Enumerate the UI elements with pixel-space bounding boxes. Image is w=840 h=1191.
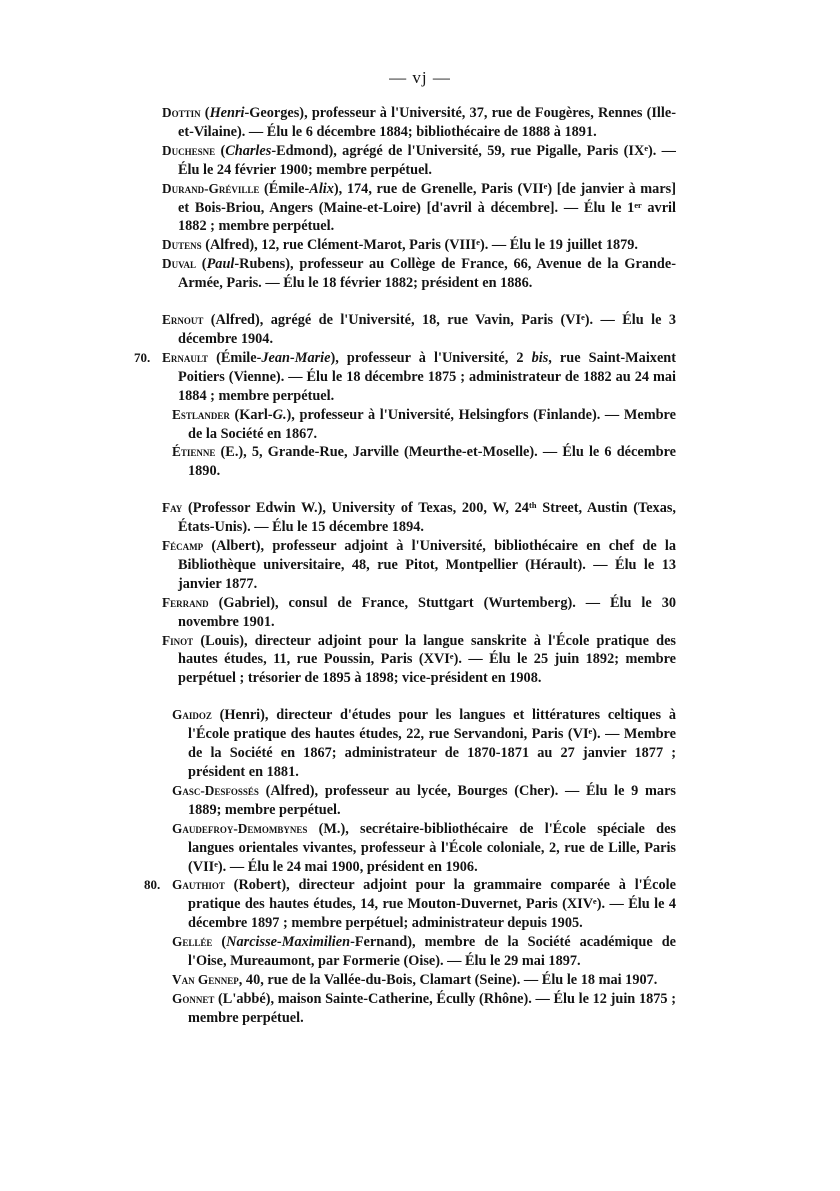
entry-name: Gellée bbox=[172, 934, 213, 950]
entry-italic: Narcisse-Maximilien bbox=[226, 934, 351, 951]
entry-italic: Alix bbox=[309, 180, 334, 197]
entry-name: Étienne bbox=[172, 444, 216, 460]
entry-name: Van Gennep bbox=[172, 971, 239, 987]
entry-text: ( bbox=[200, 105, 210, 121]
list-entry-dutens bbox=[162, 236, 676, 255]
list-entry-ernault bbox=[134, 349, 677, 406]
entry-name: Duval bbox=[162, 256, 196, 272]
entry-name: Dutens bbox=[162, 237, 202, 253]
entry-text: -Rubens), professeur au Collège de France, 66, Avenue de la Grande-Armée, Paris. — Élu le 18 février 1882; président en 1886. bbox=[178, 256, 676, 292]
entry-text: (M.), secrétaire-bibliothécaire de l'École spéciale des langues orientales vivantes, professeur à l'École coloniale, 2, rue de Lille, Paris (VIIᵉ). — Élu le 24 mai 1900, président en 1906. bbox=[188, 820, 676, 875]
section-gap bbox=[162, 293, 676, 311]
entry-text: (Alfred), professeur au lycée, Bourges (Cher). — Élu le 9 mars 1889; membre perpétuel. bbox=[188, 782, 676, 818]
list-entry-ferrand bbox=[162, 594, 676, 632]
entry-number: 70. bbox=[134, 349, 151, 365]
entry-name: Ernault bbox=[162, 349, 209, 365]
entry-text: (Émile- bbox=[259, 180, 310, 197]
entry-text: , 40, rue de la Vallée-du-Bois, Clamart (Seine). — Élu le 18 mai 1907. bbox=[238, 971, 658, 988]
entry-text: , rue Saint-Maixent Poitiers (Vienne). — Élu le 18 décembre 1875 ; administrateur de 1882 au 24 mai 1884 ; membre perpétuel. bbox=[178, 349, 677, 404]
entry-text: (Professor Edwin W.), University of Texas, 200, W, 24ᵗʰ Street, Austin (Texas, États-Unis). — Élu le 15 décembre 1894. bbox=[178, 500, 676, 536]
entry-number: 80. bbox=[144, 877, 161, 893]
entry-text: -Fernand), membre de la Société académique de l'Oise, Mureaumont, par Formerie (Oise). — Élu le 29 mai 1897. bbox=[188, 934, 676, 970]
list-entry-van-gennep bbox=[172, 971, 676, 990]
entry-name: Duchesne bbox=[162, 142, 216, 158]
entry-text: (Émile- bbox=[208, 349, 262, 366]
entry-text: ( bbox=[195, 256, 207, 273]
list-entry-estlander bbox=[172, 406, 676, 444]
list-entry-gasc-desfosses bbox=[172, 782, 676, 820]
list-entry-gonnet bbox=[172, 990, 676, 1028]
entry-italic: G. bbox=[272, 406, 287, 423]
entry-name: Fay bbox=[162, 500, 183, 516]
section-gap bbox=[162, 688, 676, 706]
list-entry-gaudefroy-demombynes bbox=[172, 820, 676, 877]
entry-name: Ferrand bbox=[162, 594, 209, 610]
list-entry-gaidoz bbox=[172, 706, 676, 782]
entry-text: (Louis), directeur adjoint pour la langue sanskrite à l'École pratique des hautes études, 11, rue Poussin, Paris (XVIᵉ). — Élu le 25 juin 1892; membre perpétuel ; trésorier de 1895 à 1898; vice-président en 1908. bbox=[178, 632, 676, 687]
entry-italic: Jean-Marie bbox=[261, 349, 331, 366]
entry-italic: Henri bbox=[209, 105, 245, 121]
entry-text: ), professeur à l'Université, 2 bbox=[330, 349, 532, 366]
list-entry-finot bbox=[162, 632, 676, 689]
entry-name: Fécamp bbox=[162, 538, 204, 554]
list-entry-etienne bbox=[172, 443, 676, 481]
member-list bbox=[134, 104, 677, 1028]
entry-text: (Robert), directeur adjoint pour la grammaire comparée à l'École pratique des hautes études, 14, rue Mouton-Duvernet, Paris (XIVᵉ). — Élu le 4 décembre 1897 ; membre perpétuel; administrateur depuis 1905. bbox=[188, 877, 676, 932]
entry-text: (E.), 5, Grande-Rue, Jarville (Meurthe-et-Moselle). — Élu le 6 décembre 1890. bbox=[188, 444, 676, 480]
entry-name: Durand-Gréville bbox=[162, 180, 260, 196]
entry-name: Gonnet bbox=[172, 990, 215, 1006]
entry-text: ), 174, rue de Grenelle, Paris (VIIᵉ) [de janvier à mars] et Bois-Briou, Angers (Maine-et-Loire) [d'avril à décembre]. — Élu le 1ᵉʳ avril 1882 ; membre perpétuel. bbox=[178, 180, 676, 235]
entry-text: (Henri), directeur d'études pour les langues et littératures celtiques à l'École pratique des hautes études, 22, rue Servandoni, Paris (VIᵉ). — Membre de la Société en 1867; administrateur de 1870-1871 au 27 janvier 1877 ; président en 1881. bbox=[188, 707, 676, 780]
entry-name: Estlander bbox=[172, 406, 230, 422]
entry-text: -Georges), professeur à l'Université, 37, rue de Fougères, Rennes (Ille-et-Vilaine). — Élu le 6 décembre 1884; bibliothécaire de 1888 à 1891. bbox=[178, 105, 676, 140]
entry-name: Ernout bbox=[162, 312, 204, 328]
list-entry-durand-greville bbox=[162, 180, 676, 237]
entry-italic: Paul bbox=[206, 256, 235, 273]
list-entry-dottin bbox=[162, 104, 676, 142]
entry-italic: bis bbox=[531, 349, 549, 366]
entry-text: (Gabriel), consul de France, Stuttgart (Wurtemberg). — Élu le 30 novembre 1901. bbox=[178, 594, 676, 630]
section-gap bbox=[162, 481, 676, 499]
list-entry-gellee bbox=[172, 933, 676, 971]
entry-text: (Albert), professeur adjoint à l'Université, bibliothécaire en chef de la Bibliothèque universitaire, 48, rue Pitot, Montpellier (Hérault). — Élu le 13 janvier 1877. bbox=[178, 538, 676, 592]
list-entry-fecamp bbox=[162, 537, 676, 594]
entry-name: Finot bbox=[162, 632, 194, 648]
entry-name: Gaudefroy-Demombynes bbox=[172, 820, 308, 836]
entry-text: ( bbox=[215, 142, 226, 159]
entry-text: -Edmond), agrégé de l'Université, 59, rue Pigalle, Paris (IXᵉ). — Élu le 24 février 1900; membre perpétuel. bbox=[178, 142, 676, 178]
entry-text: (Karl- bbox=[229, 406, 273, 423]
entry-name: Gaidoz bbox=[172, 707, 212, 723]
entry-text: (L'abbé), maison Sainte-Catherine, Écully (Rhône). — Élu le 12 juin 1875 ; membre perpétuel. bbox=[188, 990, 676, 1026]
list-entry-duval bbox=[162, 255, 676, 293]
entry-text: (Alfred), agrégé de l'Université, 18, rue Vavin, Paris (VIᵉ). — Élu le 3 décembre 1904. bbox=[178, 312, 676, 347]
page-number: — vj — bbox=[389, 68, 451, 87]
entry-name: Gasc-Desfossés bbox=[172, 782, 259, 798]
entry-text: ), professeur à l'Université, Helsingfors (Finlande). — Membre de la Société en 1867. bbox=[188, 406, 676, 442]
entry-name: Dottin bbox=[162, 105, 201, 120]
entry-name: Gauthiot bbox=[172, 877, 225, 893]
entry-italic: Charles bbox=[225, 142, 272, 159]
list-entry-ernout bbox=[162, 311, 676, 349]
list-entry-fay bbox=[162, 499, 676, 537]
list-entry-gauthiot bbox=[144, 876, 676, 933]
list-entry-duchesne bbox=[162, 142, 676, 180]
entry-text: ( bbox=[212, 934, 227, 951]
entry-text: (Alfred), 12, rue Clément-Marot, Paris (VIIIᵉ). — Élu le 19 juillet 1879. bbox=[201, 237, 639, 254]
